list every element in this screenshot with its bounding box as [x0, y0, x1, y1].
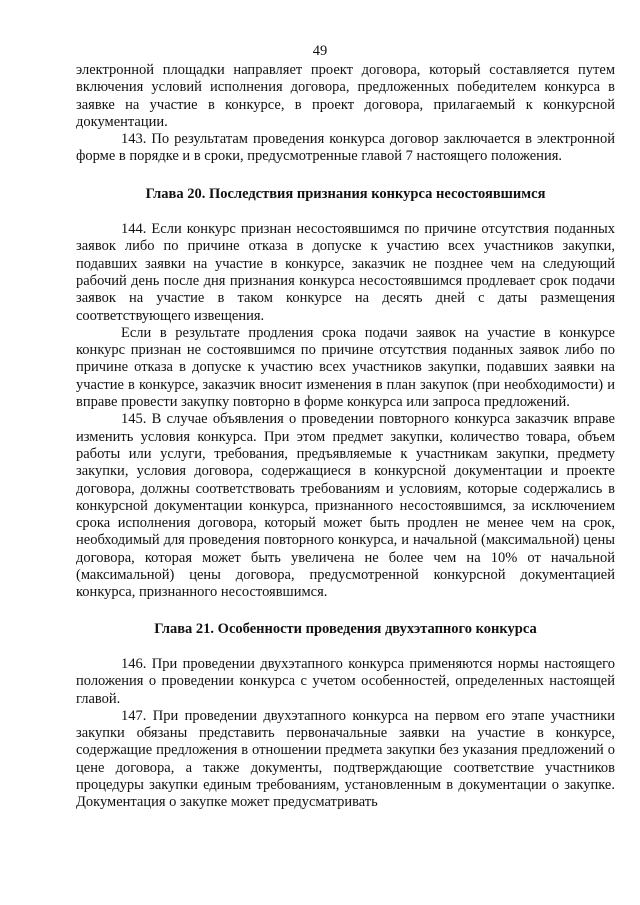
paragraph-143: 143. По результатам проведения конкурса договор заключается в электронной форме в порядке и в сроки, предусмотренные главой 7 настоящего положения. [76, 131, 615, 165]
paragraph-147: 147. При проведении двухэтапного конкурса на первом его этапе участники закупки обязаны представить первоначальные заявки на участие в конкурсе, содержащие предложения в отношении предмета закупки без указания предложений о цене договора, а также документы, подтверждающие соответствие участников процедуры закупки единым требованиям, установленным в документации о закупке. Документация о закупке может предусматривать [76, 707, 615, 811]
paragraph-145: 145. В случае объявления о проведении повторного конкурса заказчик вправе изменить условия конкурса. При этом предмет закупки, количество товара, объем работы или услуги, требования, предъявляемые к участникам закупки, предмету закупки, условия договора, содержащиеся в конкурсной документации и проекте договора, должны соответствовать требованиям и условиям, которые содержались в конкурсной документации конкурса, признанного несостоявшимся, за исключением срока исполнения договора, который может быть продлен не менее чем на срок, необходимый для проведения повторного конкурса, и начальной (максимальной) цены договора, которая может быть увеличена не более чем на 10% от начальной (максимальной) цены договора, предусмотренной конкурсной документацией конкурса, признанного несостоявшимся. [76, 411, 615, 601]
paragraph-continuation: электронной площадки направляет проект договора, который составляется путем включения условий исполнения договора, предложенных победителем конкурса в заявке на участие в конкурсе, в проект договора, прилагаемый к конкурсной документации. [76, 62, 615, 130]
paragraph-144-extension: Если в результате продления срока подачи заявок на участие в конкурсе конкурс признан не состоявшимся по причине отсутствия поданных заявок либо по причине отказа в допуске к участию всех участников закупки, подавших заявки на участие в конкурсе, заказчик вносит изменения в план закупок (при необходимости) и вправе провести закупку повторно в форме конкурса или запроса предложений. [76, 324, 615, 411]
page-content [76, 62, 615, 812]
paragraph-144: 144. Если конкурс признан несостоявшимся по причине отсутствия поданных заявок либо по причине отказа в допуске к участию всех участников закупки, подавших заявки на участие в конкурсе, заказчик не позднее чем на следующий рабочий день после дня признания конкурса несостоявшимся продлевает срок подачи заявок на участие в таком конкурсе на десять дней с даты размещения соответствующего извещения. [76, 221, 615, 324]
chapter-21-heading: Глава 21. Особенности проведения двухэтапного конкурса [154, 620, 537, 637]
paragraph-146: 146. При проведении двухэтапного конкурса применяются нормы настоящего положения о проведении конкурса с учетом особенностей, определенных настоящей главой. [76, 655, 615, 707]
page-number: 49 [312, 43, 328, 59]
chapter-20-heading: Глава 20. Последствия признания конкурса несостоявшимся [145, 185, 546, 202]
